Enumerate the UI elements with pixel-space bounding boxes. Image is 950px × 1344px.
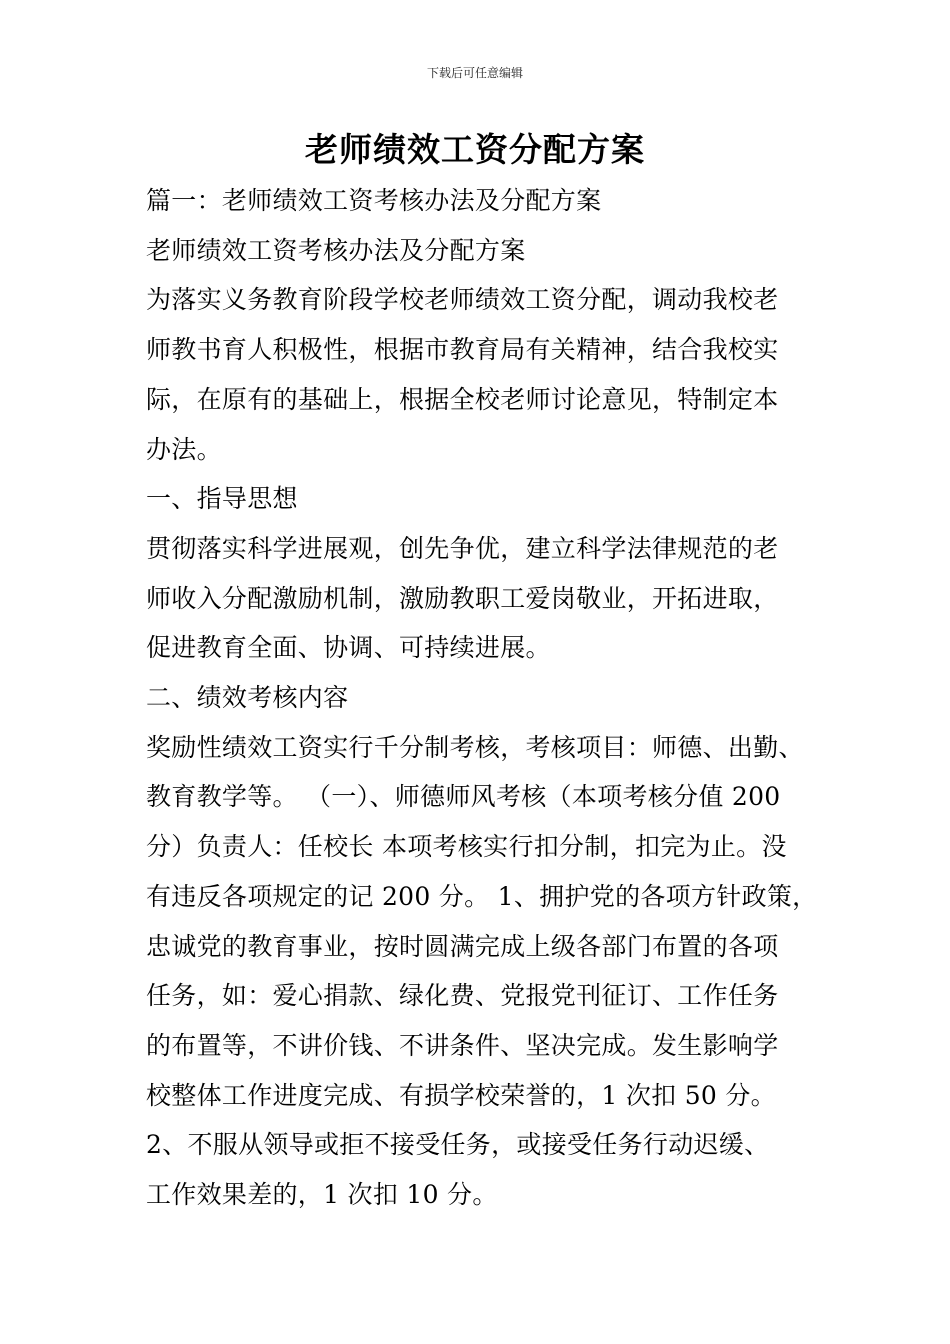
body-line: 任务，如：爱心捐款、绿化费、党报党刊征订、工作任务 [146, 981, 779, 1011]
body-line: 促进教育全面、协调、可持续进展。 [146, 633, 551, 663]
document-body [146, 176, 826, 1220]
body-line: 分）负责人：任校长 本项考核实行扣分制，扣完为止。没 [146, 832, 787, 862]
document-title: 老师绩效工资分配方案 [305, 130, 645, 169]
body-line: 奖励性绩效工资实行千分制考核，考核项目：师德、出勤、 [146, 732, 804, 762]
body-line: 篇一：老师绩效工资考核办法及分配方案 [146, 186, 602, 215]
body-line: 老师绩效工资考核办法及分配方案 [146, 235, 526, 265]
body-line: 有违反各项规定的记 200 分。 1、拥护党的各项方针政策， [146, 881, 818, 911]
body-line: 校整体工作进度完成、有损学校荣誉的，1 次扣 50 分。 [146, 1080, 776, 1110]
body-line: 工作效果差的，1 次扣 10 分。 [146, 1180, 498, 1210]
section-heading: 一、指导思想 [146, 484, 298, 514]
body-line: 师教书育人积极性，根据市教育局有关精神，结合我校实 [146, 335, 779, 365]
page-header-note: 下载后可任意编辑 [426, 66, 523, 80]
body-line: 贯彻落实科学进展观，创先争优，建立科学法律规范的老 [146, 533, 779, 563]
body-line: 2、不服从领导或拒不接受任务，或接受任务行动迟缓、 [146, 1130, 770, 1160]
body-line: 为落实义务教育阶段学校老师绩效工资分配，调动我校老 [146, 285, 779, 315]
body-line: 的布置等，不讲价钱、不讲条件、坚决完成。发生影响学 [146, 1030, 779, 1060]
body-line: 师收入分配激励机制，激励教职工爱岗敬业，开拓进取， [146, 583, 779, 613]
body-line: 办法。 [146, 434, 222, 464]
body-line: 忠诚党的教育事业，按时圆满完成上级各部门布置的各项 [146, 931, 779, 961]
body-line: 际，在原有的基础上，根据全校老师讨论意见，特制定本 [146, 384, 779, 414]
section-heading: 二、绩效考核内容 [146, 683, 349, 713]
body-line: 教育教学等。 （一）、师德师风考核（本项考核分值 200 [146, 782, 781, 812]
